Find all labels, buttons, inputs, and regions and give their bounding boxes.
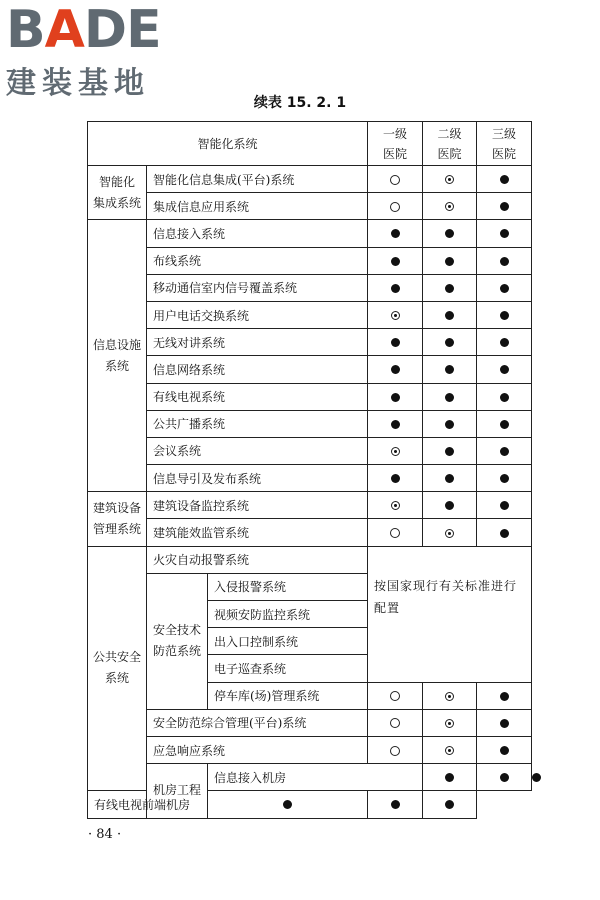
system-level-1-cell (208, 791, 368, 818)
system-level-3-cell (477, 274, 532, 301)
filled-circle-icon (500, 257, 509, 266)
header-system: 智能化系统 (88, 122, 368, 166)
system-name: 信息网络系统 (147, 356, 368, 383)
hollow-circle-icon (390, 528, 400, 538)
filled-circle-icon (500, 338, 509, 347)
group-label: 信息设施 系统 (88, 220, 147, 492)
header-level-3: 三级 医院 (477, 122, 532, 166)
filled-circle-icon (500, 474, 509, 483)
system-level-1-cell (368, 356, 423, 383)
system-name: 智能化信息集成(平台)系统 (147, 166, 368, 193)
system-level-3-cell (477, 329, 532, 356)
header-level-2: 二级 医院 (423, 122, 477, 166)
table-row (88, 247, 532, 274)
filled-circle-icon (500, 175, 509, 184)
filled-circle-icon (500, 529, 509, 538)
system-name: 出入口控制系统 (208, 628, 368, 655)
filled-circle-icon (500, 420, 509, 429)
filled-circle-icon (391, 257, 400, 266)
system-name: 入侵报警系统 (208, 573, 368, 600)
system-name: 信息导引及发布系统 (147, 465, 368, 492)
system-level-1-cell (368, 193, 423, 220)
filled-circle-icon (445, 338, 454, 347)
system-level-2-cell (423, 410, 477, 437)
hollow-circle-icon (390, 175, 400, 185)
system-name: 应急响应系统 (147, 736, 368, 763)
system-name: 安全防范综合管理(平台)系统 (147, 709, 368, 736)
system-level-1-cell (368, 166, 423, 193)
system-level-2-cell (423, 274, 477, 301)
table-row (88, 274, 532, 301)
system-level-3-cell (477, 220, 532, 247)
system-level-2-cell (423, 709, 477, 736)
filled-circle-icon (391, 284, 400, 293)
hollow-circle-icon (390, 746, 400, 756)
filled-circle-icon (391, 474, 400, 483)
dotted-circle-icon (445, 692, 454, 701)
filled-circle-icon (500, 447, 509, 456)
filled-circle-icon (391, 800, 400, 809)
group-label: 机房工程 (147, 764, 208, 818)
filled-circle-icon (500, 746, 509, 755)
filled-circle-icon (391, 338, 400, 347)
table-row (88, 356, 532, 383)
system-level-1-cell (368, 492, 423, 519)
dotted-circle-icon (445, 175, 454, 184)
system-level-2-cell (423, 301, 477, 328)
header-row (88, 122, 532, 166)
filled-circle-icon (445, 773, 454, 782)
system-level-2-cell (423, 437, 477, 464)
filled-circle-icon (500, 229, 509, 238)
system-name: 布线系统 (147, 247, 368, 274)
dotted-circle-icon (445, 529, 454, 538)
hollow-circle-icon (390, 691, 400, 701)
system-level-2-cell (423, 383, 477, 410)
system-level-1-cell (368, 410, 423, 437)
system-level-1-cell (368, 437, 423, 464)
system-level-2-cell (423, 193, 477, 220)
table-row (88, 709, 532, 736)
table-row (88, 519, 532, 546)
system-level-2-cell (423, 492, 477, 519)
system-name: 公共广播系统 (147, 410, 368, 437)
table-title: 续表 15. 2. 1 (253, 95, 347, 111)
table-row (88, 437, 532, 464)
system-level-3-cell (477, 736, 532, 763)
hollow-circle-icon (390, 718, 400, 728)
system-level-3-cell (477, 709, 532, 736)
hollow-circle-icon (390, 202, 400, 212)
logo-subtitle: 建装基地 (6, 66, 150, 101)
filled-circle-icon (445, 365, 454, 374)
table-row (88, 492, 532, 519)
system-level-3-cell (477, 682, 532, 709)
system-level-2-cell (423, 519, 477, 546)
filled-circle-icon (445, 420, 454, 429)
system-name: 信息接入系统 (147, 220, 368, 247)
system-level-3-cell (477, 383, 532, 410)
system-name: 移动通信室内信号覆盖系统 (147, 274, 368, 301)
filled-circle-icon (500, 773, 509, 782)
system-name: 无线对讲系统 (147, 329, 368, 356)
system-level-1-cell (368, 465, 423, 492)
system-name: 火灾自动报警系统 (147, 546, 368, 573)
bade-logo (6, 0, 176, 102)
system-level-3-cell (477, 410, 532, 437)
filled-circle-icon (391, 393, 400, 402)
system-level-2-cell (477, 764, 532, 791)
filled-circle-icon (500, 202, 509, 211)
page-number: · 84 · (88, 827, 122, 842)
header-level-1: 一级 医院 (368, 122, 423, 166)
filled-circle-icon (391, 229, 400, 238)
system-level-3-cell (477, 465, 532, 492)
system-level-3-cell (477, 519, 532, 546)
filled-circle-icon (500, 284, 509, 293)
group-label: 建筑设备 管理系统 (88, 492, 147, 546)
system-name: 视频安防监控系统 (208, 601, 368, 628)
filled-circle-icon (445, 474, 454, 483)
system-level-3-cell (477, 193, 532, 220)
filled-circle-icon (445, 800, 454, 809)
system-name: 电子巡查系统 (208, 655, 368, 682)
filled-circle-icon (500, 501, 509, 510)
standard-note: 按国家现行有关标准进行配置 (368, 546, 532, 682)
system-level-3-cell (477, 492, 532, 519)
table-row (88, 465, 532, 492)
system-level-2-cell (423, 682, 477, 709)
filled-circle-icon (445, 229, 454, 238)
table-row (88, 301, 532, 328)
filled-circle-icon (445, 501, 454, 510)
table-row (88, 764, 532, 791)
system-level-2-cell (423, 465, 477, 492)
system-level-1-cell (368, 247, 423, 274)
filled-circle-icon (283, 800, 292, 809)
system-level-1-cell (368, 709, 423, 736)
dotted-circle-icon (391, 447, 400, 456)
filled-circle-icon (500, 393, 509, 402)
group-label: 智能化 集成系统 (88, 166, 147, 220)
filled-circle-icon (445, 447, 454, 456)
system-level-3-cell (477, 437, 532, 464)
system-level-2-cell (423, 329, 477, 356)
system-name: 信息接入机房 (208, 764, 423, 791)
table-row (88, 166, 532, 193)
system-level-2-cell (423, 736, 477, 763)
system-level-1-cell (368, 274, 423, 301)
system-level-3-cell (477, 166, 532, 193)
system-level-1-cell (368, 220, 423, 247)
system-level-2-cell (423, 356, 477, 383)
filled-circle-icon (391, 365, 400, 374)
system-level-2-cell (423, 220, 477, 247)
dotted-circle-icon (391, 311, 400, 320)
filled-circle-icon (500, 365, 509, 374)
table-row (88, 410, 532, 437)
table-row (88, 193, 532, 220)
filled-circle-icon (500, 311, 509, 320)
system-level-3-cell (477, 247, 532, 274)
system-level-1-cell (423, 764, 477, 791)
system-level-1-cell (368, 736, 423, 763)
system-level-1-cell (368, 329, 423, 356)
table-row (88, 220, 532, 247)
system-name: 停车库(场)管理系统 (208, 682, 368, 709)
system-level-3-cell (477, 301, 532, 328)
system-name: 有线电视前端机房 (88, 791, 208, 818)
dotted-circle-icon (445, 746, 454, 755)
system-level-1-cell (368, 383, 423, 410)
filled-circle-icon (500, 692, 509, 701)
dotted-circle-icon (445, 202, 454, 211)
system-level-3-cell (423, 791, 477, 818)
table-row (88, 736, 532, 763)
table-row (88, 546, 532, 573)
filled-circle-icon (445, 284, 454, 293)
system-level-1-cell (368, 682, 423, 709)
filled-circle-icon (445, 257, 454, 266)
group-label: 公共安全 系统 (88, 546, 147, 791)
table-row (88, 329, 532, 356)
system-name: 建筑能效监管系统 (147, 519, 368, 546)
system-level-2-cell (368, 791, 423, 818)
filled-circle-icon (445, 311, 454, 320)
hospital-intelligent-systems-table (87, 121, 532, 819)
filled-circle-icon (500, 719, 509, 728)
dotted-circle-icon (391, 501, 400, 510)
system-name: 建筑设备监控系统 (147, 492, 368, 519)
system-level-3-cell (477, 356, 532, 383)
filled-circle-icon (391, 420, 400, 429)
system-level-1-cell (368, 519, 423, 546)
system-level-2-cell (423, 166, 477, 193)
dotted-circle-icon (445, 719, 454, 728)
system-level-2-cell (423, 247, 477, 274)
logo-wordmark: BADE (6, 0, 161, 60)
system-name: 有线电视系统 (147, 383, 368, 410)
system-name: 用户电话交换系统 (147, 301, 368, 328)
filled-circle-icon (445, 393, 454, 402)
system-level-1-cell (368, 301, 423, 328)
table-row (88, 383, 532, 410)
system-name: 集成信息应用系统 (147, 193, 368, 220)
filled-circle-icon (532, 773, 541, 782)
system-name: 会议系统 (147, 437, 368, 464)
subgroup-label: 安全技术 防范系统 (147, 573, 208, 709)
